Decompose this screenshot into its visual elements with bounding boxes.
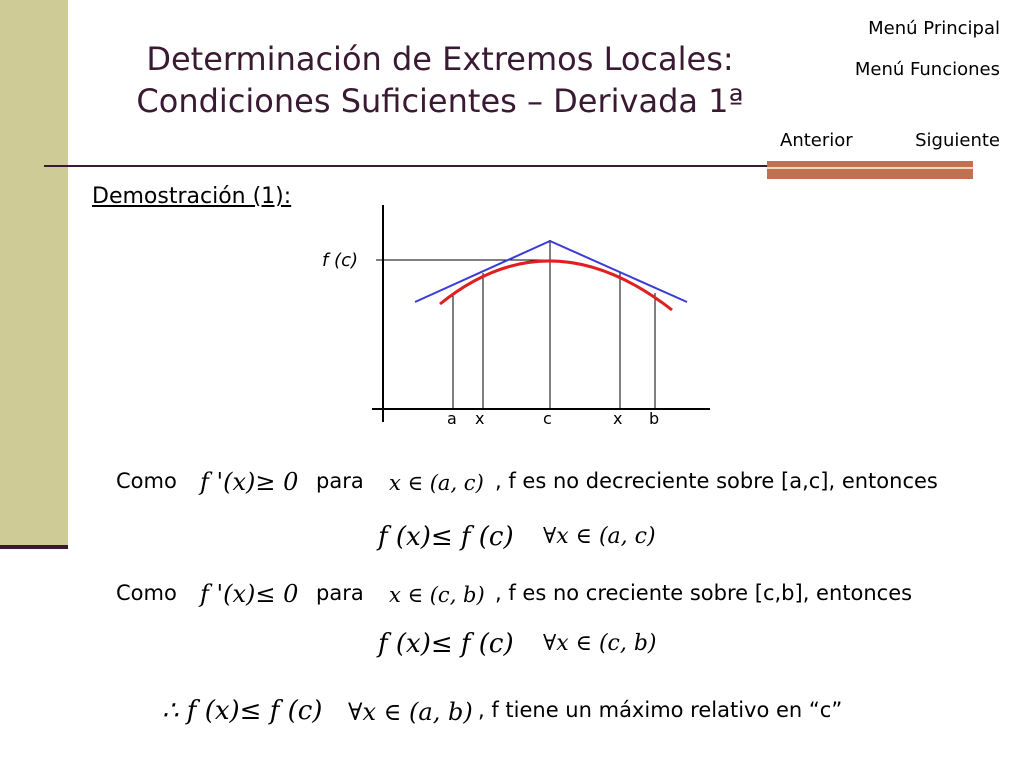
y-label-fc: f (c) xyxy=(322,250,358,271)
result-inequality-1: f (x)≤ f (c) xyxy=(378,522,514,552)
section-heading: Demostración (1): xyxy=(92,184,292,209)
accent-block xyxy=(767,161,973,179)
statement-text-2: , f es no creciente sobre [c,b], entonces xyxy=(495,581,913,605)
interval-2: x ∈ (c, b) xyxy=(389,583,485,607)
page-title xyxy=(70,38,810,122)
functions-menu-link[interactable]: Menú Funciones xyxy=(854,59,1000,80)
forall-interval-2: ∀x ∈ (c, b) xyxy=(543,631,657,656)
next-link[interactable]: Siguiente xyxy=(915,130,1000,151)
derivative-condition-1: f '(x)≥ 0 xyxy=(200,468,299,496)
result-inequality-2: f (x)≤ f (c) xyxy=(378,629,514,659)
x-label-b: b xyxy=(649,409,660,428)
forall-interval-1: ∀x ∈ (a, c) xyxy=(543,524,656,549)
x-label-c: c xyxy=(543,409,552,428)
previous-link[interactable]: Anterior xyxy=(780,130,853,151)
derivative-condition-2: f '(x)≤ 0 xyxy=(200,580,299,608)
side-bar-underline xyxy=(0,545,68,549)
para-label-1: para xyxy=(316,469,364,493)
conclusion-inequality: ∴ f (x)≤ f (c) xyxy=(162,696,323,726)
x-label-a: a xyxy=(447,409,457,428)
function-curve xyxy=(440,261,672,310)
title-line-1: Determinación de Extremos Locales: xyxy=(146,40,734,78)
x-label-x2: x xyxy=(613,409,623,428)
tangent-graph xyxy=(300,200,720,435)
decorative-side-bar xyxy=(0,0,68,545)
main-menu-link[interactable]: Menú Principal xyxy=(868,18,1000,39)
interval-1: x ∈ (a, c) xyxy=(389,471,484,495)
conclusion-interval: ∀x ∈ (a, b) xyxy=(348,698,473,726)
para-label-2: para xyxy=(316,581,364,605)
title-line-2: Condiciones Suficientes – Derivada 1ª xyxy=(136,82,744,120)
statement-text-1: , f es no decreciente sobre [a,c], entonces xyxy=(495,469,938,493)
x-label-x1: x xyxy=(475,409,485,428)
como-label-2: Como xyxy=(116,581,177,605)
tangent-right xyxy=(550,241,687,302)
conclusion-text: , f tiene un máximo relativo en “c” xyxy=(478,698,843,722)
como-label-1: Como xyxy=(116,469,177,493)
